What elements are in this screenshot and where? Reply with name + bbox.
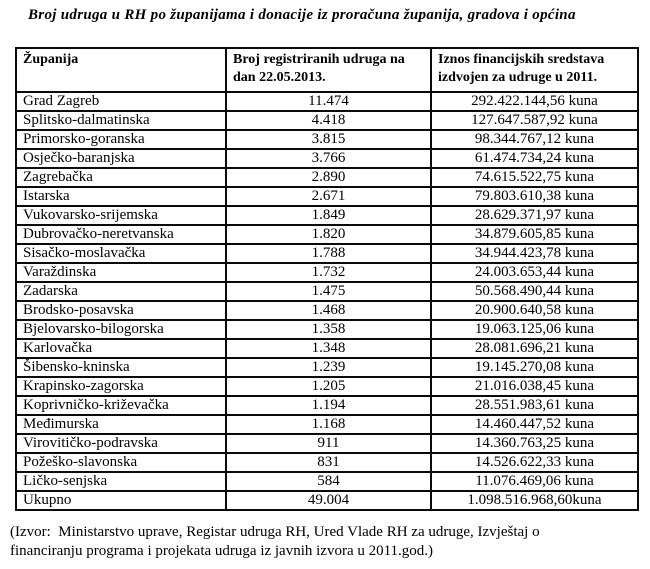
count-cell: 911	[226, 434, 431, 453]
table-row	[16, 301, 638, 320]
count-cell: 11.474	[226, 92, 431, 111]
count-cell: 49.004	[226, 491, 431, 510]
table-row-total	[16, 491, 638, 510]
source-note-line-2: financiranju programa i projekata udruga iz javnih izvora u 2011.god.)	[10, 542, 434, 559]
table-row	[16, 434, 638, 453]
table-row	[16, 396, 638, 415]
county-cell: Primorsko-goranska	[16, 130, 226, 149]
count-cell: 1.732	[226, 263, 431, 282]
count-cell: 2.890	[226, 168, 431, 187]
table-row	[16, 111, 638, 130]
county-cell: Karlovačka	[16, 339, 226, 358]
county-cell: Požeško-slavonska	[16, 453, 226, 472]
amount-cell: 34.944.423,78 kuna	[431, 244, 638, 263]
amount-cell: 50.568.490,44 kuna	[431, 282, 638, 301]
table-row	[16, 377, 638, 396]
county-cell: Virovitičko-podravska	[16, 434, 226, 453]
table-row	[16, 168, 638, 187]
county-cell: Istarska	[16, 187, 226, 206]
county-cell: Varaždinska	[16, 263, 226, 282]
count-cell: 1.849	[226, 206, 431, 225]
amount-cell: 127.647.587,92 kuna	[431, 111, 638, 130]
county-cell: Brodsko-posavska	[16, 301, 226, 320]
count-cell: 1.348	[226, 339, 431, 358]
count-cell: 1.239	[226, 358, 431, 377]
page-title: Broj udruga u RH po županijama i donacije iz proračuna županija, gradova i općina	[28, 7, 576, 23]
count-cell: 1.358	[226, 320, 431, 339]
count-cell: 1.820	[226, 225, 431, 244]
column-header-financial-amount: Iznos financijskih sredstava izdvojen za udruge u 2011.	[431, 48, 638, 92]
table-row	[16, 415, 638, 434]
table-row	[16, 149, 638, 168]
county-cell: Sisačko-moslavačka	[16, 244, 226, 263]
count-cell: 1.194	[226, 396, 431, 415]
column-header-registered-count: Broj registriranih udruga na dan 22.05.2013.	[226, 48, 431, 92]
table-row	[16, 320, 638, 339]
table-row	[16, 206, 638, 225]
column-header-county: Županija	[16, 48, 226, 92]
amount-cell: 98.344.767,12 kuna	[431, 130, 638, 149]
count-cell: 1.475	[226, 282, 431, 301]
count-cell: 3.766	[226, 149, 431, 168]
count-cell: 2.671	[226, 187, 431, 206]
amount-cell: 19.063.125,06 kuna	[431, 320, 638, 339]
table-row	[16, 282, 638, 301]
count-cell: 4.418	[226, 111, 431, 130]
county-cell: Grad Zagreb	[16, 92, 226, 111]
amount-cell: 14.460.447,52 kuna	[431, 415, 638, 434]
county-cell: Ukupno	[16, 491, 226, 510]
table-row	[16, 130, 638, 149]
amount-cell: 11.076.469,06 kuna	[431, 472, 638, 491]
amount-cell: 74.615.522,75 kuna	[431, 168, 638, 187]
county-cell: Krapinsko-zagorska	[16, 377, 226, 396]
county-cell: Koprivničko-križevačka	[16, 396, 226, 415]
amount-cell: 28.629.371,97 kuna	[431, 206, 638, 225]
table-row	[16, 187, 638, 206]
table-row	[16, 244, 638, 263]
table-row	[16, 453, 638, 472]
county-cell: Međimurska	[16, 415, 226, 434]
amount-cell: 20.900.640,58 kuna	[431, 301, 638, 320]
amount-cell: 14.526.622,33 kuna	[431, 453, 638, 472]
county-cell: Splitsko-dalmatinska	[16, 111, 226, 130]
count-cell: 1.205	[226, 377, 431, 396]
county-cell: Ličko-senjska	[16, 472, 226, 491]
table-row	[16, 339, 638, 358]
county-cell: Bjelovarsko-bilogorska	[16, 320, 226, 339]
amount-cell: 34.879.605,85 kuna	[431, 225, 638, 244]
amount-cell: 28.551.983,61 kuna	[431, 396, 638, 415]
table-row	[16, 92, 638, 111]
amount-cell: 79.803.610,38 kuna	[431, 187, 638, 206]
count-cell: 584	[226, 472, 431, 491]
amount-cell: 292.422.144,56 kuna	[431, 92, 638, 111]
table-row	[16, 225, 638, 244]
county-cell: Šibensko-kninska	[16, 358, 226, 377]
count-cell: 3.815	[226, 130, 431, 149]
count-cell: 1.468	[226, 301, 431, 320]
amount-cell: 61.474.734,24 kuna	[431, 149, 638, 168]
amount-cell: 19.145.270,08 kuna	[431, 358, 638, 377]
count-cell: 1.168	[226, 415, 431, 434]
table-header-row	[16, 48, 638, 92]
table-row	[16, 263, 638, 282]
county-cell: Zagrebačka	[16, 168, 226, 187]
count-cell: 1.788	[226, 244, 431, 263]
table-row	[16, 472, 638, 491]
source-note	[10, 523, 646, 561]
amount-cell: 24.003.653,44 kuna	[431, 263, 638, 282]
table-row	[16, 358, 638, 377]
amount-cell: 1.098.516.968,60kuna	[431, 491, 638, 510]
source-note-line-1: (Izvor: Ministarstvo uprave, Registar udruga RH, Ured Vlade RH za udruge, Izvještaj o	[10, 524, 540, 540]
amount-cell: 28.081.696,21 kuna	[431, 339, 638, 358]
amount-cell: 21.016.038,45 kuna	[431, 377, 638, 396]
county-cell: Vukovarsko-srijemska	[16, 206, 226, 225]
county-cell: Dubrovačko-neretvanska	[16, 225, 226, 244]
count-cell: 831	[226, 453, 431, 472]
amount-cell: 14.360.763,25 kuna	[431, 434, 638, 453]
table-body	[16, 92, 638, 510]
county-cell: Osječko-baranjska	[16, 149, 226, 168]
county-cell: Zadarska	[16, 282, 226, 301]
associations-table	[15, 47, 639, 511]
